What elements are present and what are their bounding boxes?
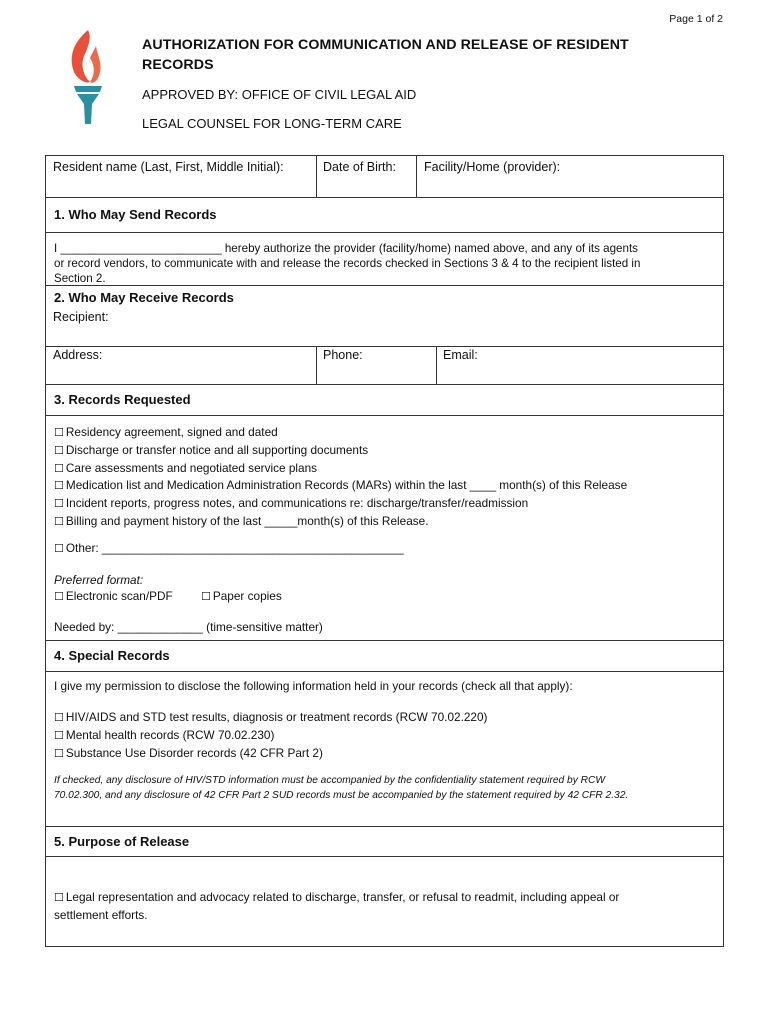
section-2-heading: 2. Who May Receive Records: [54, 290, 234, 305]
approved-by: APPROVED BY: OFFICE OF CIVIL LEGAL AID: [142, 87, 417, 102]
checkbox-icon: ☐: [201, 590, 211, 603]
record-option[interactable]: ☐ Medication list and Medication Administration Records (MARs) within the last ____ month(s) of this Release: [54, 478, 628, 493]
checkbox-icon: ☐: [54, 590, 64, 603]
section-1-heading: 1. Who May Send Records: [54, 207, 217, 222]
phone-field[interactable]: Phone:: [323, 348, 363, 362]
format-paper-option[interactable]: ☐ Paper copies: [201, 589, 282, 603]
checkbox-icon: ☐: [54, 711, 64, 724]
special-records-note: If checked, any disclosure of HIV/STD information must be accompanied by the confidentiality statement required by RCW 70.02.300, and any disclosure of 42 CFR Part 2 SUD records must be accompanied by the statement required by 42 CFR 2.32.: [54, 775, 629, 801]
resident-name-field[interactable]: Resident name (Last, First, Middle Initial):: [53, 160, 284, 174]
special-record-option[interactable]: ☐ Substance Use Disorder records (42 CFR Part 2): [54, 745, 323, 760]
record-option[interactable]: ☐ Discharge or transfer notice and all supporting documents: [54, 442, 369, 457]
torch-logo-icon: [64, 28, 108, 126]
preferred-format-label: Preferred format:: [54, 573, 144, 587]
authorization-form: [45, 155, 724, 947]
checkbox-icon: ☐: [54, 497, 64, 511]
checkbox-icon: ☐: [54, 746, 64, 760]
legal-counsel: LEGAL COUNSEL FOR LONG-TERM CARE: [142, 116, 402, 131]
section-4-heading: 4. Special Records: [54, 648, 170, 663]
other-option[interactable]: ☐ Other: ______________________________________________: [54, 541, 404, 555]
recipient-field[interactable]: Recipient:: [53, 310, 109, 324]
form-title: AUTHORIZATION FOR COMMUNICATION AND RELEASE OF RESIDENT RECORDS: [142, 37, 629, 73]
purpose-option[interactable]: ☐ Legal representation and advocacy related to discharge, transfer, or refusal to readmit, including appeal or settlement efforts.: [54, 890, 620, 922]
section-3-heading: 3. Records Requested: [54, 392, 191, 407]
special-records-intro: I give my permission to disclose the following information held in your records (check all that apply):: [54, 679, 573, 693]
record-option[interactable]: ☐ Incident reports, progress notes, and communications re: discharge/transfer/readmission: [54, 496, 529, 511]
checkbox-icon: ☐: [54, 514, 64, 528]
checkbox-icon: ☐: [54, 426, 64, 439]
record-option[interactable]: ☐ Residency agreement, signed and dated: [54, 425, 278, 439]
records-requested-list: [54, 424, 627, 531]
checkbox-icon: ☐: [54, 443, 64, 457]
checkbox-icon: ☐: [54, 461, 64, 475]
section-5-heading: 5. Purpose of Release: [54, 834, 190, 849]
special-records-list: [54, 709, 487, 762]
page-number: Page 1 of 2: [669, 13, 723, 25]
date-of-birth-field[interactable]: Date of Birth:: [323, 160, 396, 174]
special-record-option[interactable]: ☐ Mental health records (RCW 70.02.230): [54, 727, 275, 742]
email-field[interactable]: Email:: [443, 348, 478, 362]
record-option[interactable]: ☐ Care assessments and negotiated service plans: [54, 460, 318, 475]
record-option[interactable]: ☐ Billing and payment history of the last _____month(s) of this Release.: [54, 513, 429, 528]
checkbox-icon: ☐: [54, 542, 64, 555]
facility-field[interactable]: Facility/Home (provider):: [424, 160, 561, 174]
address-field[interactable]: Address:: [53, 348, 103, 362]
format-electronic-option[interactable]: ☐ Electronic scan/PDF: [54, 589, 173, 603]
checkbox-icon: ☐: [54, 479, 64, 493]
section-1-text: I _________________________ hereby authorize the provider (facility/home) named above, and any of its agents or record vendors, to communicate with and release the records checked in Sections 3 & 4 to the recipient listed in Section 2.: [54, 242, 641, 285]
checkbox-icon: ☐: [54, 728, 64, 742]
checkbox-icon: ☐: [54, 891, 64, 904]
needed-by-field[interactable]: Needed by: _____________ (time-sensitive matter): [54, 620, 323, 634]
special-record-option[interactable]: ☐ HIV/AIDS and STD test results, diagnosis or treatment records (RCW 70.02.220): [54, 710, 488, 724]
